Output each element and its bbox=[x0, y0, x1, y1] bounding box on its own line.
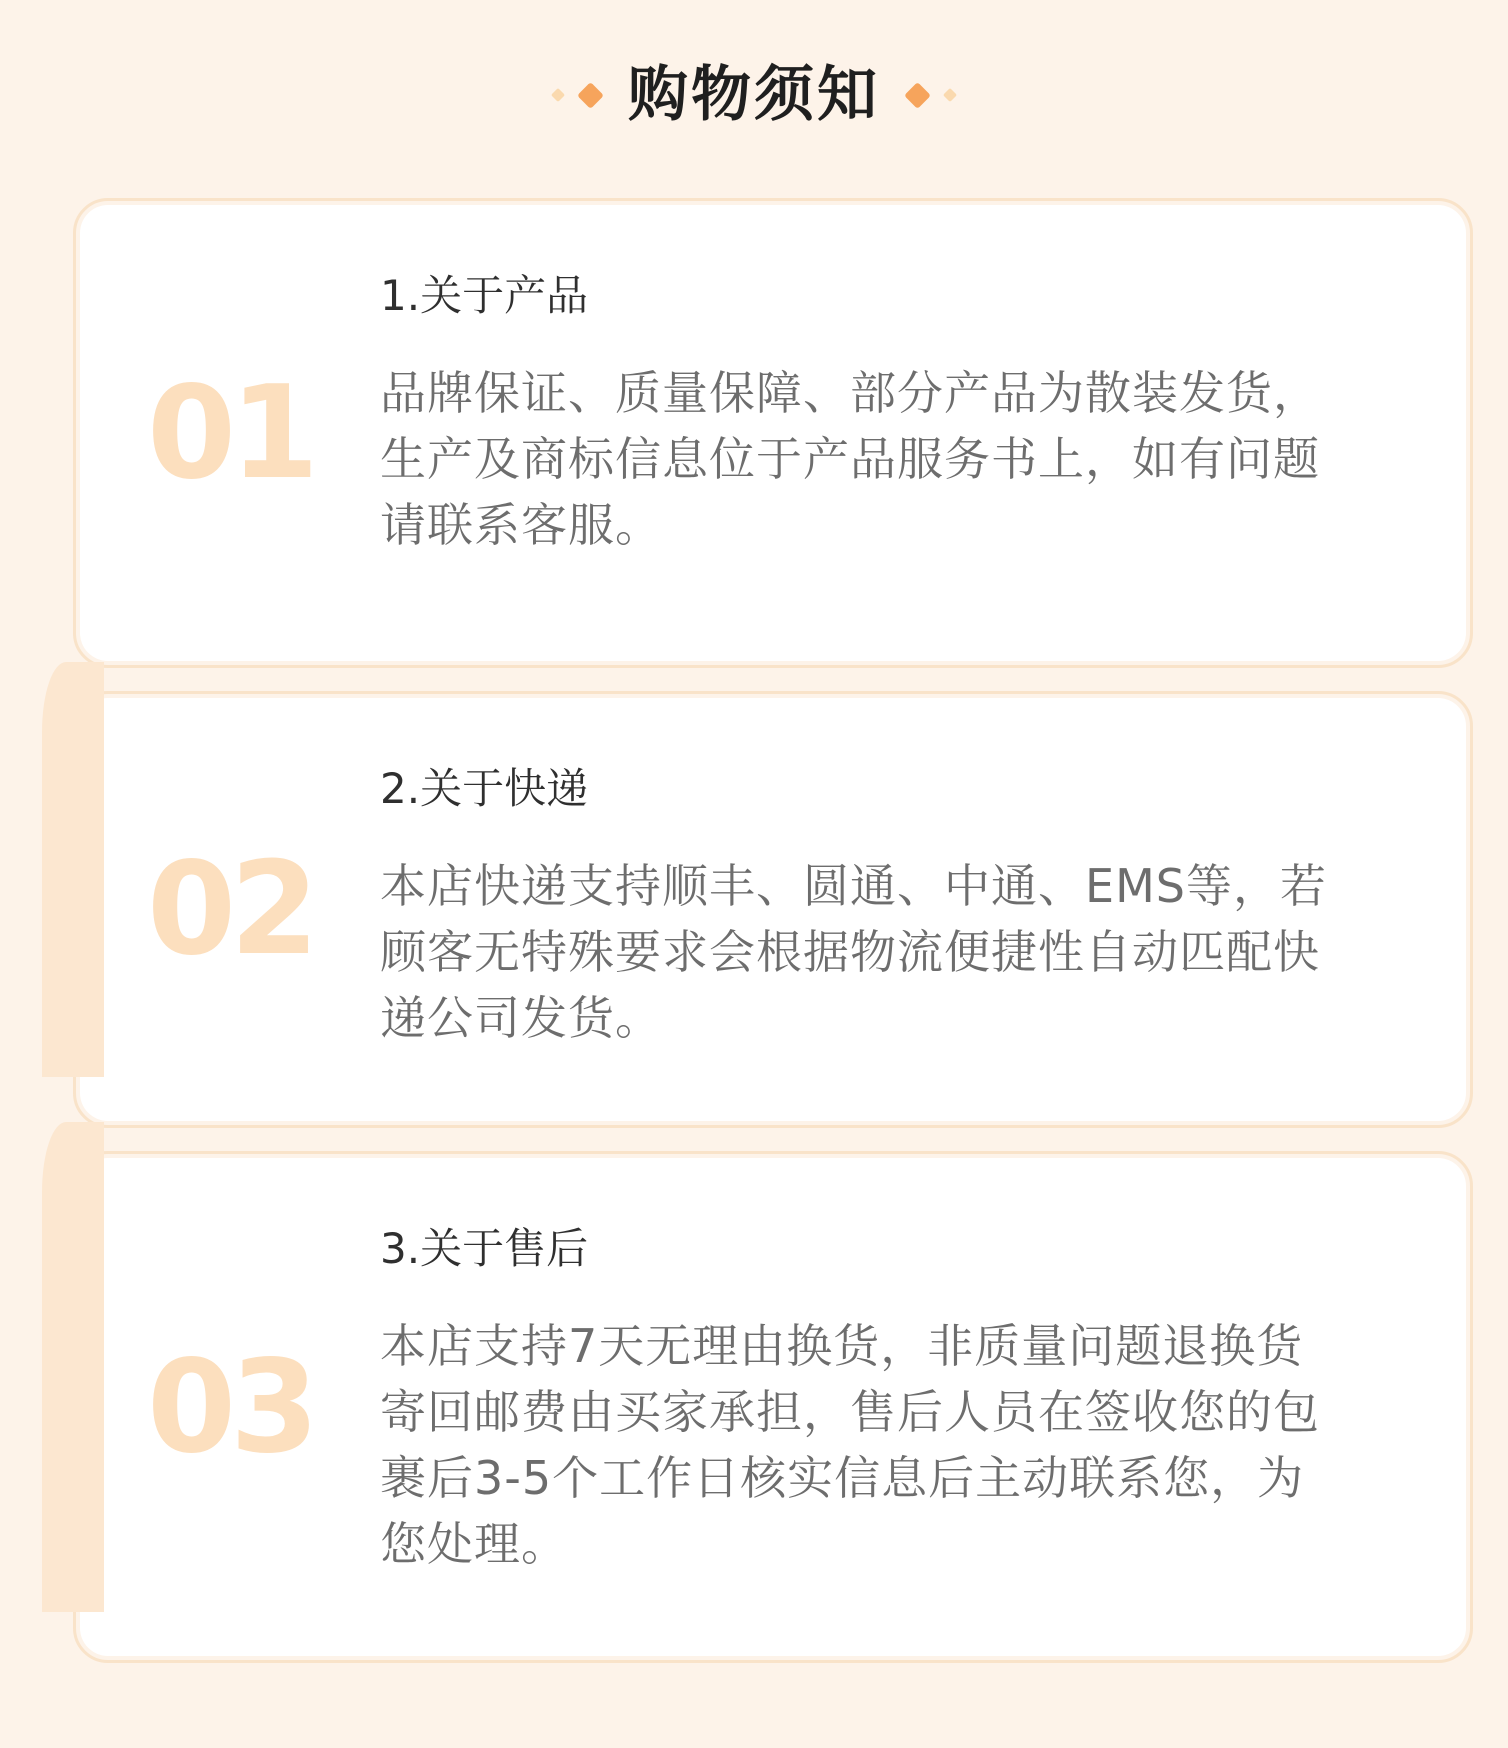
right-diamond-decoration bbox=[908, 86, 955, 105]
body-line: 顾客无特殊要求会根据物流便捷性自动匹配快 bbox=[380, 924, 1320, 979]
page-header bbox=[0, 0, 1508, 138]
body-line: 品牌保证、质量保障、部分产品为散装发货， bbox=[380, 365, 1320, 420]
body-line: 寄回邮费由买家承担，售后人员在签收您的包 bbox=[380, 1384, 1320, 1439]
notice-card-aftersales bbox=[80, 1158, 1466, 1656]
notice-card-product bbox=[80, 205, 1466, 661]
card-text-column bbox=[380, 205, 1466, 661]
body-line: 您处理。 bbox=[380, 1516, 568, 1571]
body-line: 本店支持7天无理由换货，非质量问题退换货 bbox=[380, 1318, 1304, 1373]
card-heading: 2.关于快递 bbox=[380, 764, 589, 813]
body-line: 递公司发货。 bbox=[380, 990, 662, 1045]
card-heading: 1.关于产品 bbox=[380, 271, 589, 320]
card-number-column bbox=[80, 1158, 380, 1656]
card-text-column bbox=[380, 1158, 1466, 1656]
card-number-column bbox=[80, 698, 380, 1121]
left-diamond-decoration bbox=[553, 86, 600, 105]
card-heading: 3.关于售后 bbox=[380, 1224, 589, 1273]
notice-card-list bbox=[0, 205, 1508, 1656]
page-title: 购物须知 bbox=[628, 60, 880, 130]
diamond-small-icon bbox=[551, 88, 565, 102]
body-line: 裹后3-5个工作日核实信息后主动联系您，为 bbox=[380, 1450, 1305, 1505]
diamond-small-icon bbox=[943, 88, 957, 102]
diamond-large-icon bbox=[904, 82, 931, 109]
card-number: 01 bbox=[146, 358, 314, 508]
diamond-large-icon bbox=[577, 82, 604, 109]
card-text-column bbox=[380, 698, 1466, 1121]
card-number-column bbox=[80, 205, 380, 661]
body-line: 本店快递支持顺丰、圆通、中通、EMS等，若 bbox=[380, 858, 1327, 913]
body-line: 生产及商标信息位于产品服务书上，如有问题 bbox=[380, 431, 1320, 486]
card-number: 03 bbox=[146, 1332, 314, 1482]
card-number: 02 bbox=[146, 835, 314, 984]
notice-card-delivery bbox=[80, 698, 1466, 1121]
body-line: 请联系客服。 bbox=[380, 497, 662, 552]
